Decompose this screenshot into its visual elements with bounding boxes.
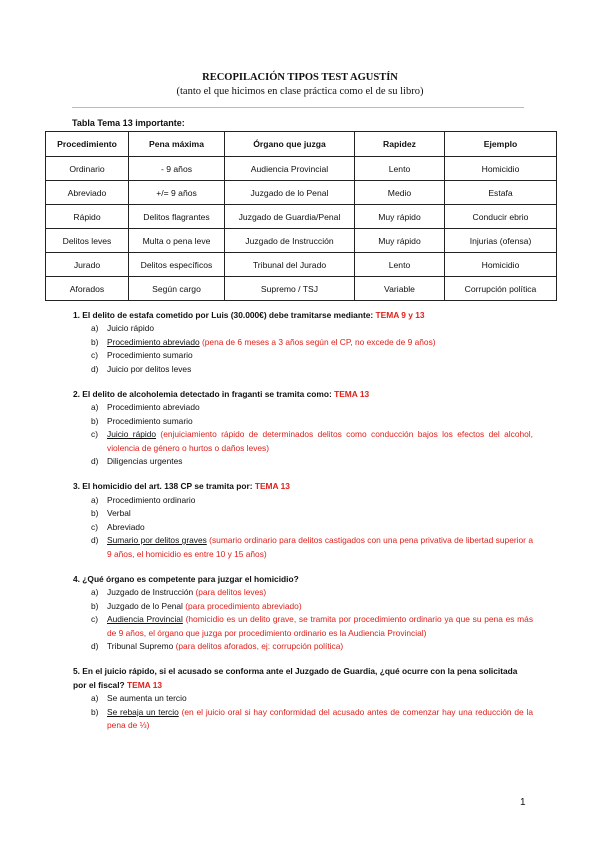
header-cell: Órgano que juzga — [225, 132, 355, 157]
table-row — [46, 205, 557, 229]
question-block — [73, 388, 533, 468]
table-row — [46, 181, 557, 205]
answer-explanation: (enjuiciamiento rápido de determinados delitos como conducción bajos los efectos del alcohol, violencia de género o hurtos o daños leves) — [107, 429, 533, 453]
answer-option — [73, 349, 533, 362]
tema-tag: TEMA 9 y 13 — [375, 310, 425, 320]
answer-option — [73, 322, 533, 335]
option-body — [107, 494, 533, 507]
option-letter: c) — [91, 614, 98, 625]
header-cell: Ejemplo — [445, 132, 557, 157]
table-cell: - 9 años — [129, 157, 225, 181]
correct-answer-text: Audiencia Provincial — [107, 614, 183, 625]
answer-explanation: (homicidio es un delito grave, se tramita por procedimiento ordinario ya que su pena es más de 9 años, el órgano que juzga por procedimiento ordinario es la Audiencia Provincial) — [107, 614, 534, 638]
table-row — [46, 277, 557, 301]
option-body — [107, 455, 533, 468]
option-letter: c) — [91, 350, 98, 361]
option-letter: b) — [91, 706, 99, 717]
header-cell: Rapidez — [355, 132, 445, 157]
table-cell: Corrupción política — [445, 277, 557, 301]
table-cell: Rápido — [46, 205, 129, 229]
table-cell: Muy rápido — [355, 229, 445, 253]
table-cell: Variable — [355, 277, 445, 301]
answer-option — [73, 428, 533, 455]
table-cell: Estafa — [445, 181, 557, 205]
answer-option — [73, 507, 533, 520]
option-body — [107, 336, 533, 349]
option-letter: b) — [91, 336, 99, 347]
table-cell: Juzgado de lo Penal — [225, 181, 355, 205]
option-body — [107, 586, 533, 599]
table-cell: Lento — [355, 157, 445, 181]
answer-explanation: (para procedimiento abreviado) — [182, 600, 302, 611]
option-body — [107, 640, 533, 653]
question-statement: 5. En el juicio rápido, si el acusado se conforma ante el Juzgado de Guardia, ¿qué ocurre con la pena solicitada por el fiscal? — [73, 666, 518, 690]
option-letter: d) — [91, 456, 99, 467]
option-text: Diligencias urgentes — [107, 456, 183, 467]
answer-option — [73, 363, 533, 376]
answer-option — [73, 415, 533, 428]
table-cell: Lento — [355, 253, 445, 277]
page-number: 1 — [520, 797, 526, 808]
option-text: Tribunal Supremo — [107, 640, 174, 651]
option-text: Juicio rápido — [107, 323, 155, 334]
option-text: Juicio por delitos leves — [107, 363, 192, 374]
correct-answer-text: Se rebaja un tercio — [107, 706, 179, 717]
table-cell: Ordinario — [46, 157, 129, 181]
header-cell: Procedimiento — [46, 132, 129, 157]
table-cell: Juzgado de Instrucción — [225, 229, 355, 253]
question-block — [73, 309, 533, 376]
option-body — [107, 401, 533, 414]
answer-explanation: (para delitos leves) — [193, 587, 267, 598]
table-cell: Tribunal del Jurado — [225, 253, 355, 277]
answer-option — [73, 600, 533, 613]
answer-explanation: (en el juicio oral si hay conformidad del acusado antes de comenzar hay una reducción de la pena de ⅓) — [107, 706, 533, 730]
option-letter: a) — [91, 494, 99, 505]
options-list — [73, 692, 533, 732]
answer-option — [73, 640, 533, 653]
option-body — [107, 521, 533, 534]
question-text — [73, 309, 533, 322]
table-cell: Multa o pena leve — [129, 229, 225, 253]
option-text: Se aumenta un tercio — [107, 693, 187, 704]
answer-option — [73, 692, 533, 705]
question-block — [73, 665, 533, 732]
table-header-row — [46, 132, 557, 157]
answer-explanation: (sumario ordinario para delitos castigados con una pena privativa de libertad superior a 9 años, el homicidio es entre 10 y 15 años) — [107, 535, 533, 559]
option-text: Procedimiento ordinario — [107, 494, 196, 505]
question-text — [73, 480, 533, 493]
table-row — [46, 253, 557, 277]
correct-answer-text: Juicio rápido — [107, 429, 157, 440]
option-text: Verbal — [107, 508, 131, 519]
document-title: RECOPILACIÓN TIPOS TEST AGUSTÍN — [202, 72, 398, 83]
option-body — [107, 692, 533, 705]
header-cell: Pena máxima — [129, 132, 225, 157]
tema-tag: TEMA 13 — [127, 679, 163, 690]
tema-tag: TEMA 13 — [334, 389, 370, 400]
option-letter: b) — [91, 415, 99, 426]
table-cell: Aforados — [46, 277, 129, 301]
divider — [72, 107, 524, 108]
option-letter: d) — [91, 640, 99, 651]
option-body — [107, 363, 533, 376]
table-cell: Medio — [355, 181, 445, 205]
procedures-table — [45, 131, 557, 301]
table-cell: Homicidio — [445, 253, 557, 277]
answer-option — [73, 494, 533, 507]
answer-option — [73, 336, 533, 349]
table-cell: Delitos específicos — [129, 253, 225, 277]
answer-explanation: (para delitos aforados, ej: corrupción política) — [173, 640, 344, 651]
questions-list — [73, 309, 533, 744]
table-cell: Injurias (ofensa) — [445, 229, 557, 253]
table-cell: Muy rápido — [355, 205, 445, 229]
table-cell: Supremo / TSJ — [225, 277, 355, 301]
option-text: Procedimiento sumario — [107, 350, 193, 361]
option-body — [107, 322, 533, 335]
answer-option — [73, 455, 533, 468]
table-cell: +/= 9 años — [129, 181, 225, 205]
option-letter: b) — [91, 508, 99, 519]
correct-answer-text: Procedimiento abreviado — [107, 336, 200, 347]
table-caption: Tabla Tema 13 importante: — [72, 118, 185, 128]
question-text — [73, 388, 533, 401]
table-cell: Audiencia Provincial — [225, 157, 355, 181]
question-block — [73, 480, 533, 560]
table-cell: Homicidio — [445, 157, 557, 181]
option-text: Abreviado — [107, 521, 145, 532]
answer-option — [73, 521, 533, 534]
answer-option — [73, 706, 533, 733]
question-statement: 4. ¿Qué órgano es competente para juzgar el homicidio? — [73, 573, 299, 584]
option-letter: d) — [91, 363, 99, 374]
option-text: Procedimiento sumario — [107, 415, 193, 426]
question-block — [73, 573, 533, 653]
options-list — [73, 322, 533, 376]
table-cell: Abreviado — [46, 181, 129, 205]
option-body — [107, 507, 533, 520]
table-row — [46, 229, 557, 253]
answer-option — [73, 613, 533, 640]
question-statement: 3. El homicidio del art. 138 CP se tramita por: — [73, 481, 253, 492]
option-body — [107, 349, 533, 362]
option-text: Procedimiento abreviado — [107, 402, 200, 413]
option-letter: a) — [91, 587, 99, 598]
option-letter: a) — [91, 402, 99, 413]
correct-answer-text: Sumario por delitos graves — [107, 535, 207, 546]
document-subtitle: (tanto el que hicimos en clase práctica como el de su libro) — [176, 86, 424, 97]
table-row — [46, 157, 557, 181]
table-cell: Juzgado de Guardia/Penal — [225, 205, 355, 229]
answer-explanation: (pena de 6 meses a 3 años según el CP, no excede de 9 años) — [199, 336, 436, 347]
option-body — [107, 600, 533, 613]
tema-tag: TEMA 13 — [254, 481, 290, 492]
options-list — [73, 401, 533, 468]
question-statement: 2. El delito de alcoholemia detectado in fraganti se tramita como: — [73, 389, 332, 400]
option-letter: b) — [91, 600, 99, 611]
answer-option — [73, 534, 533, 561]
table-cell: Jurado — [46, 253, 129, 277]
question-text — [73, 665, 533, 692]
table-cell: Según cargo — [129, 277, 225, 301]
question-text — [73, 573, 533, 586]
option-body — [107, 613, 533, 640]
option-body — [107, 706, 533, 733]
question-statement: 1. El delito de estafa cometido por Luis (30.000€) debe tramitarse mediante: — [73, 310, 374, 320]
table-cell: Delitos flagrantes — [129, 205, 225, 229]
options-list — [73, 494, 533, 561]
option-letter: d) — [91, 535, 99, 546]
answer-option — [73, 586, 533, 599]
option-body — [107, 428, 533, 455]
option-text: Juzgado de Instrucción — [107, 587, 194, 598]
option-text: Juzgado de lo Penal — [107, 600, 183, 611]
option-letter: c) — [91, 521, 98, 532]
table-cell: Conducir ebrio — [445, 205, 557, 229]
option-letter: a) — [91, 323, 99, 334]
table-cell: Delitos leves — [46, 229, 129, 253]
answer-option — [73, 401, 533, 414]
option-body — [107, 534, 533, 561]
options-list — [73, 586, 533, 653]
option-body — [107, 415, 533, 428]
option-letter: c) — [91, 429, 98, 440]
option-letter: a) — [91, 693, 99, 704]
